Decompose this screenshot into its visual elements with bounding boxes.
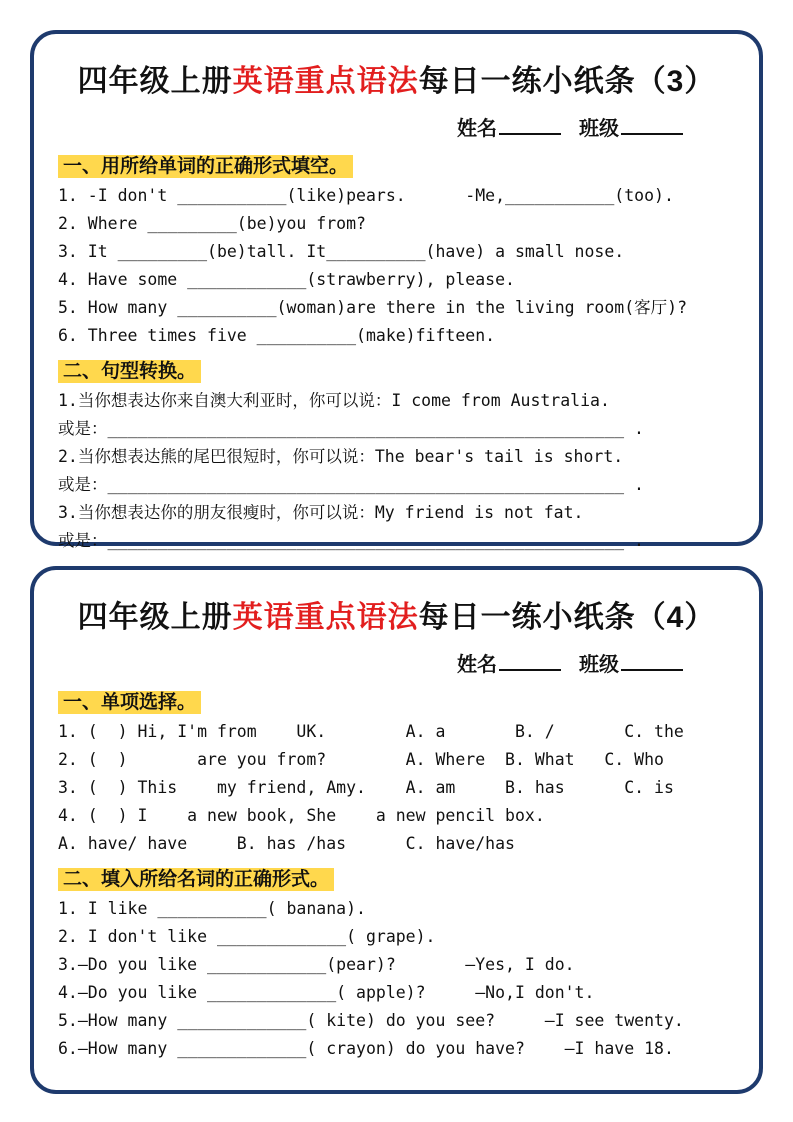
exercise-line: 1. ( ) Hi, I'm from UK. A. a B. / C. the xyxy=(58,722,684,741)
worksheet-title-3 xyxy=(58,56,735,100)
title-prefix: 四年级上册 xyxy=(77,65,233,98)
worksheet-title-4 xyxy=(58,592,735,636)
name-blank xyxy=(499,651,561,671)
exercise-line: 3. ( ) This my friend, Amy. A. am B. has C. is xyxy=(58,778,674,797)
exercise-line: 1.当你想表达你来自澳大利亚时，你可以说：I come from Australia. xyxy=(58,391,610,410)
class-blank xyxy=(621,115,683,135)
exercise-line: 1. -I don't ___________(like)pears. -Me,___________(too). xyxy=(58,186,674,205)
exercise-line: 或是：____________________________________________________ . xyxy=(58,531,644,550)
exercise-line: 3.当你想表达你的朋友很瘦时，你可以说：My friend is not fat. xyxy=(58,503,584,522)
title-prefix: 四年级上册 xyxy=(77,601,233,634)
exercise-line: 或是：____________________________________________________ . xyxy=(58,475,644,494)
section-heading xyxy=(58,151,735,178)
exercise-line: 6. Three times five __________(make)fifteen. xyxy=(58,326,496,345)
class-label: 班级 xyxy=(579,654,619,676)
exercise-line: 3.—Do you like ____________(pear)? —Yes, I do. xyxy=(58,955,575,974)
exercise-line: 2. Where _________(be)you from? xyxy=(58,214,366,233)
title-suffix: 每日一练小纸条（3） xyxy=(418,65,716,98)
exercise-line: 2.当你想表达熊的尾巴很短时，你可以说：The bear's tail is short. xyxy=(58,447,624,466)
worksheet-panel-3 xyxy=(30,30,763,550)
class-blank xyxy=(621,651,683,671)
name-blank xyxy=(499,115,561,135)
name-class-row xyxy=(58,648,735,677)
title-highlight: 英语重点语法 xyxy=(232,601,419,634)
exercise-line: 1. I like ___________( banana). xyxy=(58,899,366,918)
section-heading xyxy=(58,687,735,714)
worksheet-panel-4 xyxy=(30,566,763,1094)
section-heading xyxy=(58,356,735,383)
title-highlight: 英语重点语法 xyxy=(232,65,419,98)
section-heading-label: 一、单项选择。 xyxy=(58,691,201,714)
section-heading-label: 二、填入所给名词的正确形式。 xyxy=(58,868,334,891)
class-label: 班级 xyxy=(579,118,619,140)
name-label: 姓名 xyxy=(457,118,497,140)
exercise-line: 或是：____________________________________________________ . xyxy=(58,419,644,438)
title-suffix: 每日一练小纸条（4） xyxy=(418,601,716,634)
section-heading-label: 一、用所给单词的正确形式填空。 xyxy=(58,155,353,178)
exercise-line: 4. ( ) I a new book, She a new pencil box. xyxy=(58,806,545,825)
exercise-line: 3. It _________(be)tall. It__________(have) a small nose. xyxy=(58,242,625,261)
exercise-line: 4. Have some ____________(strawberry), please. xyxy=(58,270,515,289)
name-label: 姓名 xyxy=(457,654,497,676)
exercise-line: 2. I don't like _____________( grape). xyxy=(58,927,436,946)
exercise-line: 5.—How many _____________( kite) do you see? —I see twenty. xyxy=(58,1011,684,1030)
exercise-line: 6.—How many _____________( crayon) do you have? —I have 18. xyxy=(58,1039,674,1058)
section-heading xyxy=(58,864,735,891)
section-heading-label: 二、句型转换。 xyxy=(58,360,201,383)
exercise-line: 5. How many __________(woman)are there in the living room(客厅)? xyxy=(58,298,688,317)
name-class-row xyxy=(58,112,735,141)
exercise-line: 2. ( ) are you from? A. Where B. What C. Who xyxy=(58,750,664,769)
exercise-line: 4.—Do you like _____________( apple)? —No,I don't. xyxy=(58,983,595,1002)
exercise-line: A. have/ have B. has /has C. have/has xyxy=(58,834,515,853)
